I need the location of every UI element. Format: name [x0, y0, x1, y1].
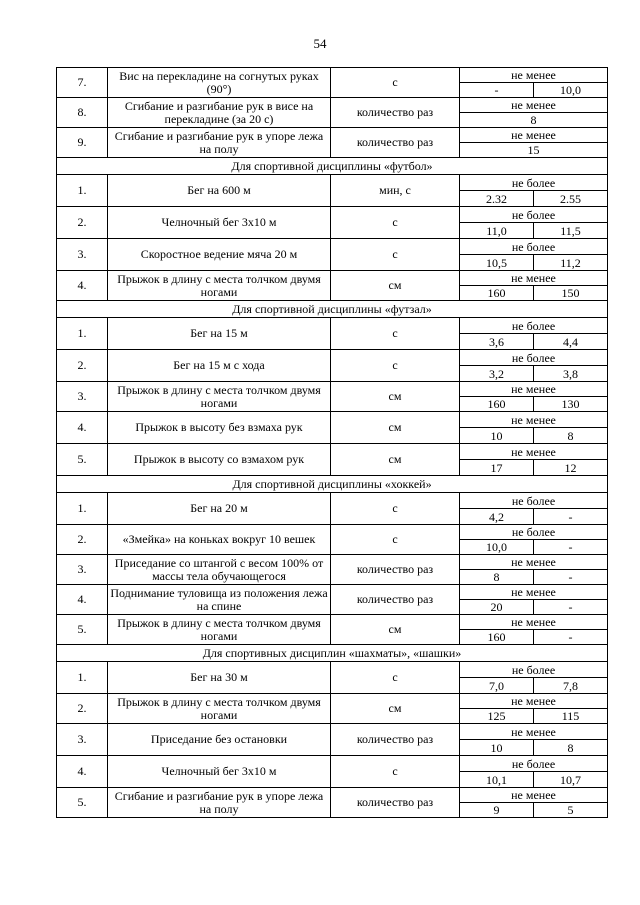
- standard-value-girls: 8: [534, 428, 608, 444]
- row-number: 2.: [57, 694, 108, 724]
- table-row: [57, 724, 608, 740]
- standard-value-girls: 11,2: [534, 255, 608, 271]
- section-title: Для спортивной дисциплины «футзал»: [57, 301, 608, 318]
- standard-value-boys: 4,2: [460, 509, 534, 525]
- row-number: 3.: [57, 239, 108, 271]
- exercise-name: Бег на 30 м: [108, 662, 331, 694]
- row-number: 5.: [57, 788, 108, 818]
- standard-value-girls: 11,5: [534, 223, 608, 239]
- row-number: 2.: [57, 350, 108, 382]
- standard-value-boys: 160: [460, 286, 534, 301]
- table-row: [57, 615, 608, 630]
- exercise-name: Скоростное ведение мяча 20 м: [108, 239, 331, 271]
- standard-value-girls: 12: [534, 460, 608, 476]
- unit-of-measure: с: [331, 207, 460, 239]
- standard-value-girls: 3,8: [534, 366, 608, 382]
- criterion-label: не более: [460, 318, 608, 334]
- exercise-name: Прыжок в длину с места толчком двумя ногами: [108, 271, 331, 301]
- unit-of-measure: с: [331, 662, 460, 694]
- table-row: [57, 662, 608, 678]
- exercise-name: Бег на 600 м: [108, 175, 331, 207]
- unit-of-measure: с: [331, 525, 460, 555]
- standard-value-girls: 150: [534, 286, 608, 301]
- table-row: [57, 412, 608, 428]
- row-number: 1.: [57, 662, 108, 694]
- unit-of-measure: с: [331, 239, 460, 271]
- standard-value-girls: 5: [534, 803, 608, 818]
- row-number: 8.: [57, 98, 108, 128]
- criterion-label: не менее: [460, 694, 608, 709]
- table-row: [57, 525, 608, 540]
- unit-of-measure: с: [331, 493, 460, 525]
- standard-value-boys: 3,2: [460, 366, 534, 382]
- table-row: [57, 239, 608, 255]
- unit-of-measure: с: [331, 756, 460, 788]
- standards-table-body: [57, 68, 608, 818]
- row-number: 4.: [57, 412, 108, 444]
- row-number: 1.: [57, 318, 108, 350]
- standard-value-boys: -: [460, 83, 534, 98]
- row-number: 3.: [57, 555, 108, 585]
- table-row: [57, 756, 608, 772]
- table-row: [57, 271, 608, 286]
- criterion-label: не более: [460, 525, 608, 540]
- unit-of-measure: количество раз: [331, 128, 460, 158]
- unit-of-measure: см: [331, 271, 460, 301]
- criterion-label: не менее: [460, 271, 608, 286]
- criterion-label: не менее: [460, 68, 608, 83]
- table-row: [57, 98, 608, 113]
- standard-value-boys: 10: [460, 740, 534, 756]
- standard-value-girls: 7,8: [534, 678, 608, 694]
- table-row: [57, 493, 608, 509]
- page-number: 54: [313, 36, 327, 51]
- exercise-name: Бег на 15 м с хода: [108, 350, 331, 382]
- row-number: 9.: [57, 128, 108, 158]
- criterion-label: не более: [460, 175, 608, 191]
- exercise-name: Сгибание и разгибание рук в упоре лежа на полу: [108, 128, 331, 158]
- exercise-name: Бег на 20 м: [108, 493, 331, 525]
- table-row: [57, 175, 608, 191]
- exercise-name: Вис на перекладине на согнутых руках (90°): [108, 68, 331, 98]
- criterion-label: не менее: [460, 788, 608, 803]
- exercise-name: Прыжок в высоту без взмаха рук: [108, 412, 331, 444]
- row-number: 3.: [57, 724, 108, 756]
- exercise-name: Прыжок в длину с места толчком двумя ногами: [108, 382, 331, 412]
- criterion-label: не более: [460, 493, 608, 509]
- table-row: [57, 694, 608, 709]
- exercise-name: Бег на 15 м: [108, 318, 331, 350]
- exercise-name: Прыжок в длину с места толчком двумя ногами: [108, 615, 331, 645]
- unit-of-measure: количество раз: [331, 724, 460, 756]
- exercise-name: Сгибание и разгибание рук в висе на перекладине (за 20 с): [108, 98, 331, 128]
- exercise-name: Приседание со штангой с весом 100% от массы тела обучающегося: [108, 555, 331, 585]
- table-row: [57, 128, 608, 143]
- standard-value-boys: 9: [460, 803, 534, 818]
- exercise-name: Поднимание туловища из положения лежа на спине: [108, 585, 331, 615]
- standard-value-boys: 10,0: [460, 540, 534, 555]
- unit-of-measure: с: [331, 68, 460, 98]
- criterion-label: не менее: [460, 585, 608, 600]
- criterion-label: не более: [460, 756, 608, 772]
- row-number: 4.: [57, 756, 108, 788]
- exercise-name: «Змейка» на коньках вокруг 10 вешек: [108, 525, 331, 555]
- unit-of-measure: с: [331, 318, 460, 350]
- section-title: Для спортивной дисциплины «хоккей»: [57, 476, 608, 493]
- row-number: 2.: [57, 525, 108, 555]
- standard-value-girls: 115: [534, 709, 608, 724]
- standard-value-boys: 160: [460, 630, 534, 645]
- standard-value-boys: 3,6: [460, 334, 534, 350]
- standard-value-girls: 10,0: [534, 83, 608, 98]
- standard-value-girls: 130: [534, 397, 608, 412]
- unit-of-measure: см: [331, 444, 460, 476]
- standard-value-boys: 160: [460, 397, 534, 412]
- unit-of-measure: см: [331, 412, 460, 444]
- section-title: Для спортивной дисциплины «футбол»: [57, 158, 608, 175]
- table-row: [57, 382, 608, 397]
- standard-value-girls: 10,7: [534, 772, 608, 788]
- unit-of-measure: количество раз: [331, 788, 460, 818]
- row-number: 7.: [57, 68, 108, 98]
- standard-value-boys: 8: [460, 570, 534, 585]
- table-row: [57, 68, 608, 83]
- row-number: 5.: [57, 615, 108, 645]
- criterion-label: не более: [460, 207, 608, 223]
- standard-value-boys: 2.32: [460, 191, 534, 207]
- standard-value-girls: 2.55: [534, 191, 608, 207]
- exercise-name: Челночный бег 3х10 м: [108, 756, 331, 788]
- standards-table: [56, 67, 608, 818]
- criterion-label: не менее: [460, 412, 608, 428]
- standard-value-boys: 10: [460, 428, 534, 444]
- standard-value: 8: [460, 113, 608, 128]
- unit-of-measure: см: [331, 694, 460, 724]
- section-header-row: [57, 476, 608, 493]
- standard-value-girls: -: [534, 570, 608, 585]
- row-number: 3.: [57, 382, 108, 412]
- standard-value-girls: 4,4: [534, 334, 608, 350]
- section-title: Для спортивных дисциплин «шахматы», «шашки»: [57, 645, 608, 662]
- table-row: [57, 207, 608, 223]
- section-header-row: [57, 158, 608, 175]
- standard-value: 15: [460, 143, 608, 158]
- standard-value-girls: -: [534, 540, 608, 555]
- row-number: 1.: [57, 175, 108, 207]
- table-row: [57, 318, 608, 334]
- standard-value-girls: 8: [534, 740, 608, 756]
- criterion-label: не более: [460, 662, 608, 678]
- criterion-label: не менее: [460, 444, 608, 460]
- table-row: [57, 585, 608, 600]
- standard-value-girls: -: [534, 600, 608, 615]
- standard-value-boys: 125: [460, 709, 534, 724]
- exercise-name: Сгибание и разгибание рук в упоре лежа на полу: [108, 788, 331, 818]
- criterion-label: не менее: [460, 555, 608, 570]
- section-header-row: [57, 301, 608, 318]
- criterion-label: не менее: [460, 128, 608, 143]
- table-row: [57, 350, 608, 366]
- standard-value-girls: -: [534, 630, 608, 645]
- row-number: 2.: [57, 207, 108, 239]
- exercise-name: Челночный бег 3х10 м: [108, 207, 331, 239]
- section-header-row: [57, 645, 608, 662]
- criterion-label: не менее: [460, 98, 608, 113]
- standard-value-boys: 20: [460, 600, 534, 615]
- unit-of-measure: см: [331, 615, 460, 645]
- row-number: 5.: [57, 444, 108, 476]
- exercise-name: Приседание без остановки: [108, 724, 331, 756]
- standard-value-boys: 10,5: [460, 255, 534, 271]
- standard-value-boys: 11,0: [460, 223, 534, 239]
- criterion-label: не менее: [460, 615, 608, 630]
- criterion-label: не менее: [460, 724, 608, 740]
- unit-of-measure: количество раз: [331, 555, 460, 585]
- standard-value-boys: 10,1: [460, 772, 534, 788]
- table-row: [57, 555, 608, 570]
- standard-value-boys: 17: [460, 460, 534, 476]
- exercise-name: Прыжок в высоту со взмахом рук: [108, 444, 331, 476]
- unit-of-measure: количество раз: [331, 585, 460, 615]
- exercise-name: Прыжок в длину с места толчком двумя ногами: [108, 694, 331, 724]
- row-number: 4.: [57, 271, 108, 301]
- standard-value-boys: 7,0: [460, 678, 534, 694]
- table-row: [57, 788, 608, 803]
- unit-of-measure: мин, с: [331, 175, 460, 207]
- row-number: 4.: [57, 585, 108, 615]
- criterion-label: не менее: [460, 382, 608, 397]
- criterion-label: не более: [460, 350, 608, 366]
- unit-of-measure: см: [331, 382, 460, 412]
- unit-of-measure: с: [331, 350, 460, 382]
- row-number: 1.: [57, 493, 108, 525]
- criterion-label: не более: [460, 239, 608, 255]
- table-row: [57, 444, 608, 460]
- unit-of-measure: количество раз: [331, 98, 460, 128]
- standard-value-girls: -: [534, 509, 608, 525]
